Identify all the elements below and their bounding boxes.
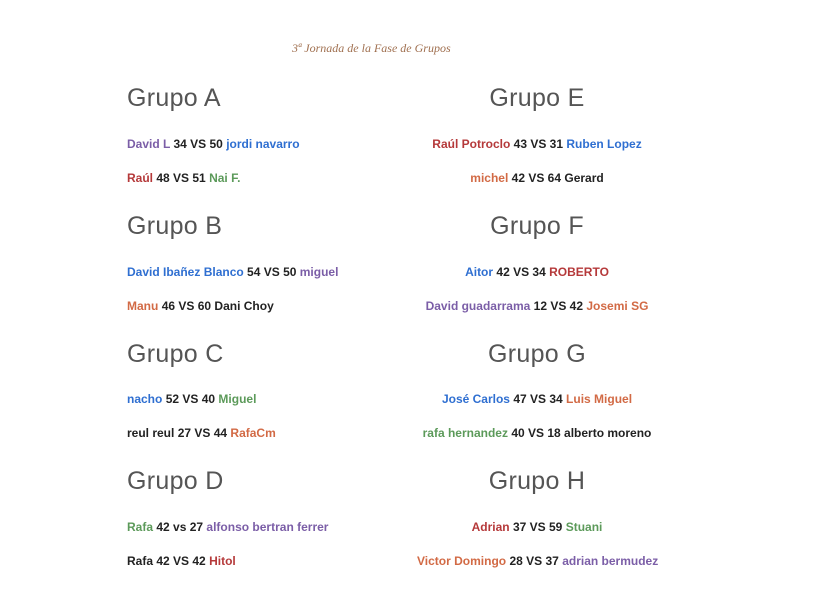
player-1: Raúl bbox=[127, 171, 154, 185]
match-row bbox=[417, 299, 657, 313]
player-1: David Ibañez Blanco bbox=[127, 265, 244, 279]
player-2: alfonso bertran ferrer bbox=[206, 520, 329, 534]
player-2: Hitol bbox=[209, 554, 236, 568]
match-row bbox=[417, 554, 657, 568]
group-title: Grupo G bbox=[488, 340, 586, 368]
player-2: Stuani bbox=[565, 520, 603, 534]
score: 42 VS 64 bbox=[511, 171, 562, 185]
page-subtitle: 3ª Jornada de la Fase de Grupos bbox=[292, 41, 451, 55]
player-1: nacho bbox=[127, 392, 163, 406]
group-title: Grupo H bbox=[488, 467, 586, 495]
player-2: Ruben Lopez bbox=[566, 137, 642, 151]
score: 40 VS 18 bbox=[511, 426, 561, 440]
player-2: jordi navarro bbox=[226, 137, 300, 151]
player-2: adrian bermudez bbox=[562, 554, 659, 568]
player-2: Dani Choy bbox=[214, 299, 274, 313]
match-row bbox=[127, 554, 236, 568]
match-row bbox=[417, 520, 657, 534]
score: 52 VS 40 bbox=[165, 392, 216, 406]
player-1: reul reul bbox=[127, 426, 175, 440]
match-row bbox=[127, 426, 276, 440]
player-2: miguel bbox=[299, 265, 339, 279]
score: 12 VS 42 bbox=[533, 299, 584, 313]
group-title: Grupo F bbox=[490, 212, 584, 240]
player-1: michel bbox=[470, 171, 509, 185]
score: 42 VS 34 bbox=[496, 265, 546, 279]
match-row bbox=[127, 299, 274, 313]
group-title: Grupo E bbox=[489, 84, 585, 112]
score: 48 VS 51 bbox=[156, 171, 206, 185]
score: 42 VS 42 bbox=[156, 554, 206, 568]
score: 54 VS 50 bbox=[247, 265, 297, 279]
player-1: Aitor bbox=[465, 265, 494, 279]
group-title: Grupo B bbox=[127, 212, 223, 240]
match-row bbox=[127, 265, 338, 279]
match-row bbox=[127, 137, 300, 151]
player-1: Victor Domingo bbox=[417, 554, 507, 568]
group-title: Grupo D bbox=[127, 467, 224, 495]
match-row bbox=[127, 520, 328, 534]
player-2: alberto moreno bbox=[564, 426, 652, 440]
player-1: David L bbox=[127, 137, 171, 151]
player-1: Rafa bbox=[127, 554, 154, 568]
player-1: Adrian bbox=[471, 520, 510, 534]
match-row bbox=[417, 137, 657, 151]
player-1: Raúl Potroclo bbox=[432, 137, 511, 151]
match-row bbox=[417, 265, 657, 279]
player-2: Josemi SG bbox=[586, 299, 649, 313]
player-2: Nai F. bbox=[209, 171, 241, 185]
match-row bbox=[417, 392, 657, 406]
match-row bbox=[127, 392, 256, 406]
player-2: Luis Miguel bbox=[566, 392, 633, 406]
group-title: Grupo A bbox=[127, 84, 221, 112]
player-2: RafaCm bbox=[230, 426, 276, 440]
score: 28 VS 37 bbox=[509, 554, 559, 568]
player-1: Rafa bbox=[127, 520, 154, 534]
score: 47 VS 34 bbox=[513, 392, 563, 406]
player-1: rafa hernandez bbox=[422, 426, 508, 440]
match-row bbox=[127, 171, 240, 185]
group-title: Grupo C bbox=[127, 340, 224, 368]
player-2: Gerard bbox=[564, 171, 604, 185]
score: 27 VS 44 bbox=[177, 426, 228, 440]
score: 43 VS 31 bbox=[513, 137, 564, 151]
match-row bbox=[417, 171, 657, 185]
score: 37 VS 59 bbox=[512, 520, 563, 534]
score: 34 VS 50 bbox=[173, 137, 223, 151]
player-1: Manu bbox=[127, 299, 159, 313]
player-1: José Carlos bbox=[441, 392, 510, 406]
player-2: Miguel bbox=[218, 392, 257, 406]
score: 46 VS 60 bbox=[161, 299, 212, 313]
player-1: David guadarrama bbox=[425, 299, 531, 313]
match-row bbox=[417, 426, 657, 440]
score: 42 vs 27 bbox=[156, 520, 204, 534]
player-2: ROBERTO bbox=[549, 265, 609, 279]
